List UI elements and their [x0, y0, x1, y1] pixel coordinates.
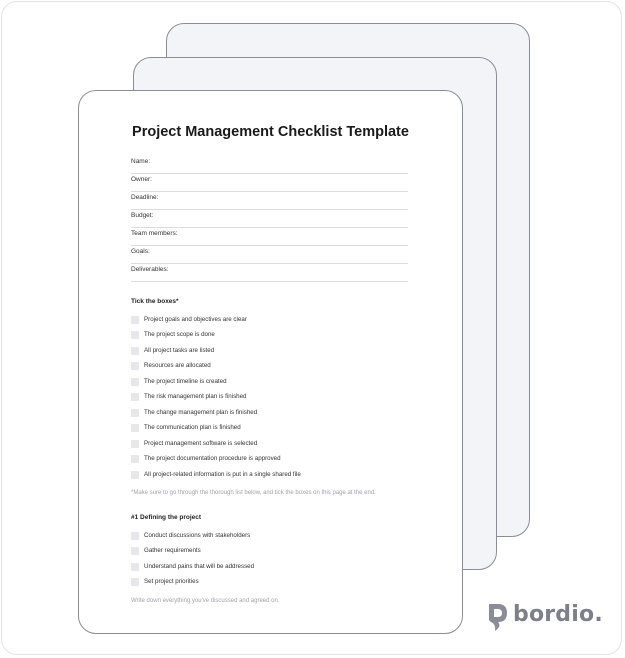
checklist-item[interactable] [131, 471, 421, 481]
checklist-item[interactable] [131, 563, 421, 573]
checkbox[interactable] [131, 455, 139, 463]
checklist-item-label: All project-related information is put in a single shared file [144, 471, 301, 478]
checklist-item-label: Understand pains that will be addressed [144, 563, 255, 570]
checklist-item-label: The project timeline is created [144, 378, 227, 385]
checkbox[interactable] [131, 578, 139, 586]
checklist-item-label: Gather requirements [144, 547, 201, 554]
field-label: Team members: [131, 230, 178, 237]
checklist-item-label: All project tasks are listed [144, 347, 215, 354]
field-name[interactable] [131, 156, 408, 174]
checkbox[interactable] [131, 409, 139, 417]
checklist-item[interactable] [131, 316, 421, 326]
checklist-item-label: Project goals and objectives are clear [144, 316, 247, 323]
field-label: Owner: [131, 176, 152, 183]
checkbox[interactable] [131, 331, 139, 339]
section-1-note: Write down everything you've discussed and agreed on. [131, 598, 280, 604]
field-label: Goals: [131, 248, 150, 255]
checkbox[interactable] [131, 424, 139, 432]
checklist-item[interactable] [131, 393, 421, 403]
checklist-item[interactable] [131, 409, 421, 419]
checklist-item-label: Set project priorities [144, 578, 199, 585]
checklist-item[interactable] [131, 547, 421, 557]
field-deadline[interactable] [131, 192, 408, 210]
checklist-item-label: Project management software is selected [144, 440, 258, 447]
checkbox[interactable] [131, 547, 139, 555]
checkbox[interactable] [131, 563, 139, 571]
field-owner[interactable] [131, 174, 408, 192]
field-team-members[interactable] [131, 228, 408, 246]
field-label: Budget: [131, 212, 154, 219]
checklist-item[interactable] [131, 424, 421, 434]
bordio-logo [486, 600, 606, 634]
checklist-item-label: The change management plan is finished [144, 409, 258, 416]
field-budget[interactable] [131, 210, 408, 228]
checklist-item[interactable] [131, 578, 421, 588]
section-1-heading: #1 Defining the project [131, 514, 202, 521]
checkbox[interactable] [131, 532, 139, 540]
document-title: Project Management Checklist Template [132, 124, 409, 140]
tick-note: *Make sure to go through the thorough list below, and tick the boxes on this page at the end. [131, 490, 376, 496]
checkbox[interactable] [131, 393, 139, 401]
checklist-item-label: Resources are allocated [144, 362, 211, 369]
checklist-item[interactable] [131, 362, 421, 372]
checklist-item[interactable] [131, 532, 421, 542]
field-goals[interactable] [131, 246, 408, 264]
checkbox[interactable] [131, 362, 139, 370]
checklist-item-label: The project scope is done [144, 331, 215, 338]
checklist-item-label: Conduct discussions with stakeholders [144, 532, 251, 539]
checklist-item[interactable] [131, 331, 421, 341]
checklist-item[interactable] [131, 455, 421, 465]
checkbox[interactable] [131, 471, 139, 479]
bordio-logo-icon [486, 602, 510, 632]
field-deliverables[interactable] [131, 264, 408, 282]
brand-name: bordio. [513, 602, 603, 627]
checklist-item[interactable] [131, 347, 421, 357]
checklist-item-label: The project documentation procedure is approved [144, 455, 281, 462]
checklist-item[interactable] [131, 378, 421, 388]
checklist-item[interactable] [131, 440, 421, 450]
field-label: Deliverables: [131, 266, 169, 273]
checklist-item-label: The risk management plan is finished [144, 393, 247, 400]
checkbox[interactable] [131, 378, 139, 386]
field-label: Deadline: [131, 194, 159, 201]
checkbox[interactable] [131, 347, 139, 355]
checklist-item-label: The communication plan is finished [144, 424, 241, 431]
field-label: Name: [131, 158, 151, 165]
checkbox[interactable] [131, 316, 139, 324]
tick-heading: Tick the boxes* [131, 298, 179, 305]
checkbox[interactable] [131, 440, 139, 448]
